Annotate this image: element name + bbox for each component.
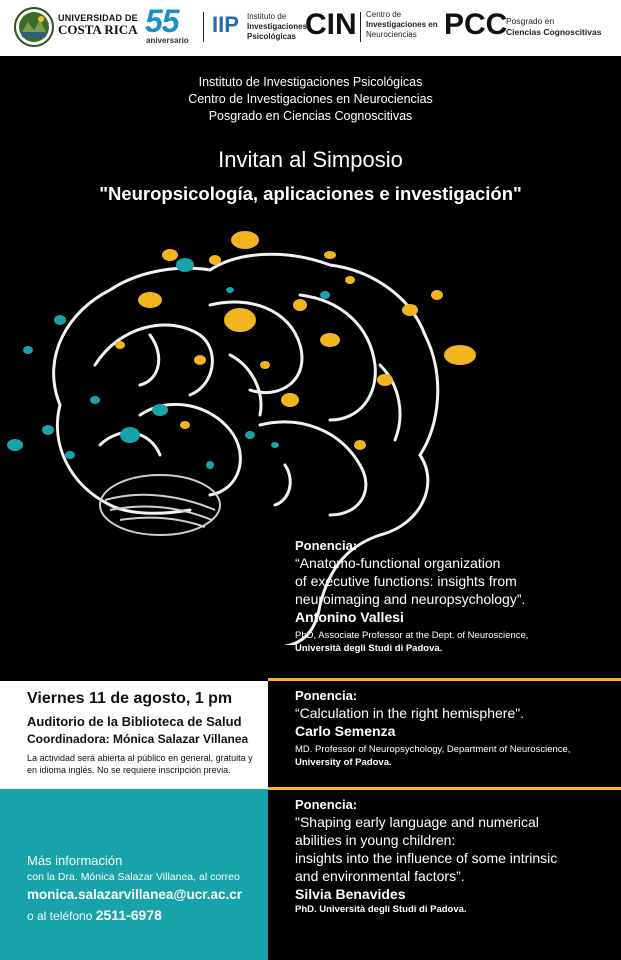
talk-title-line: and environmental factors”. <box>295 868 465 884</box>
cin-line2: Investigaciones en <box>366 20 438 29</box>
pcc-line1: Posgrado en <box>506 16 555 26</box>
iip-line1: Instituto de <box>247 12 287 21</box>
cin-line1: Centro de <box>366 10 402 19</box>
ucr-line2: COSTA RICA <box>58 22 138 37</box>
contact-phone-prefix: o al teléfono <box>27 909 93 923</box>
divider <box>203 12 204 42</box>
iip-name <box>247 12 307 42</box>
talk-title-line: "Shaping early language and numerical <box>295 814 539 830</box>
talk-title-line: insights into the influence of some intrinsic <box>295 850 558 866</box>
yellow-divider <box>268 678 621 681</box>
talk-label: Ponencia: <box>295 797 358 812</box>
event-date-time: Viernes 11 de agosto, 1 pm <box>27 690 233 707</box>
contact-with: con la Dra. Mónica Salazar Villanea, al correo <box>27 871 240 883</box>
divider <box>360 12 361 42</box>
iip-line3: Psicológicas <box>247 32 296 41</box>
contact-phone-line <box>27 907 162 923</box>
cin-line3: Neurociencias <box>366 30 417 39</box>
talk-2 <box>295 688 570 769</box>
contact-phone[interactable]: 2511-6978 <box>95 907 162 923</box>
contact-email[interactable]: monica.salazarvillanea@ucr.ac.cr <box>27 887 243 902</box>
talk-3 <box>295 797 557 916</box>
talk-title-line: neuroimaging and neuropsychology”. <box>295 591 526 607</box>
iip-line2: Investigaciones <box>247 22 308 31</box>
symposium-title: "Neuropsicología, aplicaciones e investigación" <box>99 183 522 204</box>
talk-title-line: “Anatomo-functional organization <box>295 555 501 571</box>
talk-label: Ponencia: <box>295 538 358 553</box>
contact-heading: Más información <box>27 853 123 868</box>
talk-title-line: of executive functions: insights from <box>295 573 517 589</box>
talk-title-line: abilities in young children: <box>295 832 456 848</box>
speaker-name: Silvia Benavides <box>295 886 406 902</box>
ucr-seal-icon <box>14 6 54 48</box>
talk-1 <box>295 538 528 655</box>
speaker-university: University of Padova. <box>295 757 392 768</box>
institution-iip: Instituto de Investigaciones Psicológicas <box>198 75 423 89</box>
speaker-name: Antonino Vallesi <box>295 609 404 625</box>
talk-title-line: “Calculation in the right hemisphere". <box>295 705 525 721</box>
ucr-line1: UNIVERSIDAD DE <box>58 13 138 23</box>
cin-name <box>366 10 438 40</box>
pcc-line2: Ciencias Cognoscitivas <box>506 27 602 37</box>
invitation-line: Invitan al Simposio <box>218 147 403 172</box>
speaker-university: PhD. Università degli Studi di Padova. <box>295 904 467 915</box>
event-note: La actividad será abierta al público en general, gratuita y en idioma inglés. No se requiere inscripción previa. <box>27 753 253 775</box>
anniversary-number: 55 <box>145 3 179 39</box>
institution-pcc: Posgrado en Ciencias Cognoscitivas <box>208 109 413 123</box>
pcc-acronym: PCC <box>444 8 508 41</box>
institution-cin: Centro de Investigaciones en Neurociencias <box>188 92 433 106</box>
speaker-affiliation: MD. Professor of Neuropsychology, Department of Neuroscience, <box>295 744 571 755</box>
ucr-name <box>58 12 138 36</box>
talk-label: Ponencia: <box>295 688 358 703</box>
anniversary-label: aniversario <box>146 36 189 45</box>
logo-header <box>0 0 621 56</box>
speaker-university: Università degli Studi di Padova. <box>295 643 443 654</box>
speaker-affiliation: PhD, Associate Professor at the Dept. of Neuroscience, <box>295 630 529 641</box>
iip-acronym: IIP <box>212 12 239 37</box>
yellow-divider <box>268 787 621 790</box>
cin-acronym: CIN <box>305 8 357 41</box>
event-venue: Auditorio de la Biblioteca de Salud <box>27 714 242 729</box>
speaker-name: Carlo Semenza <box>295 723 396 739</box>
event-coordinator: Coordinadora: Mónica Salazar Villanea <box>27 732 249 746</box>
pcc-name <box>506 16 601 38</box>
